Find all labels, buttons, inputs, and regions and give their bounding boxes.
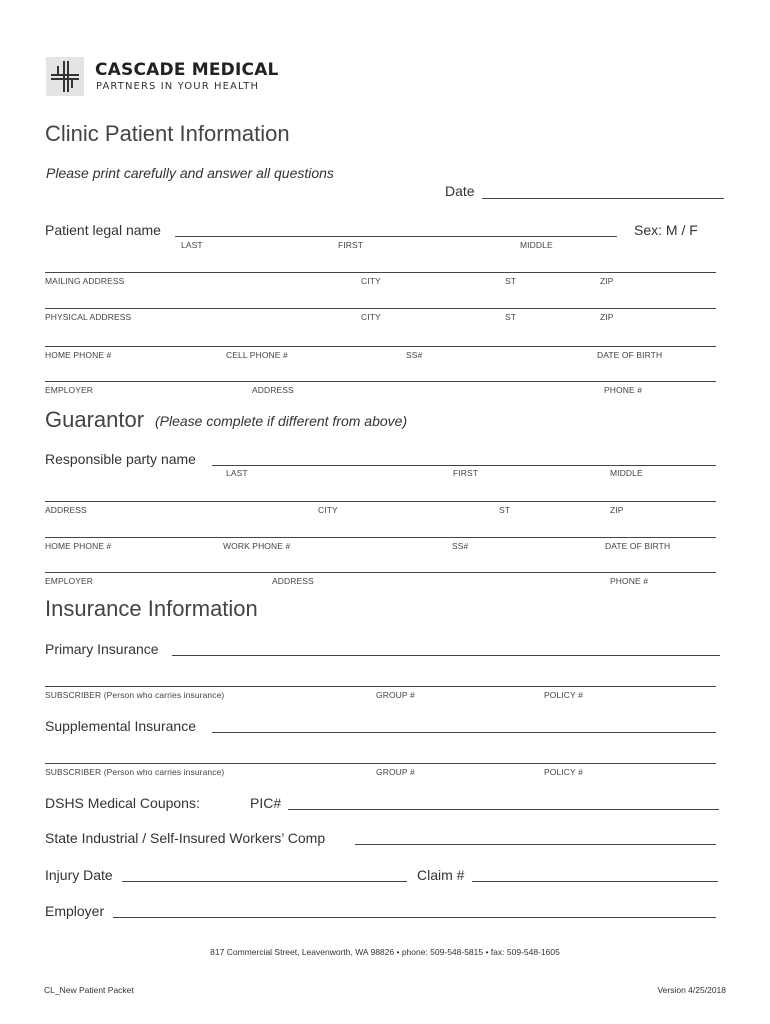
claim-field[interactable]	[472, 881, 718, 882]
cell-phone-caption: CELL PHONE #	[226, 350, 288, 360]
guarantor-middle-caption: MIDDLE	[610, 468, 643, 478]
guarantor-employer-field[interactable]	[45, 572, 716, 573]
sex-label[interactable]: Sex: M / F	[634, 222, 698, 238]
patient-employer-field[interactable]	[45, 381, 716, 382]
employer-caption: EMPLOYER	[45, 385, 94, 395]
guarantor-heading: Guarantor	[45, 407, 145, 432]
physical-st-caption: ST	[505, 312, 517, 322]
primary-policy-caption: POLICY #	[544, 690, 583, 700]
guarantor-st-caption: ST	[499, 505, 511, 515]
patient-phones-field[interactable]	[45, 346, 716, 347]
claim-label: Claim #	[417, 867, 465, 883]
guarantor-ssn-caption: SS#	[452, 541, 469, 551]
footer-address: 817 Commercial Street, Leavenworth, WA 98826 • phone: 509-548-5815 • fax: 509-548-1605	[210, 947, 560, 957]
home-phone-caption: HOME PHONE #	[45, 350, 112, 360]
physical-city-caption: CITY	[361, 312, 381, 322]
primary-subscriber-caption: SUBSCRIBER (Person who carries insurance)	[45, 690, 225, 700]
patient-middle-caption: MIDDLE	[520, 240, 553, 250]
supplemental-subscriber-caption: SUBSCRIBER (Person who carries insurance)	[45, 767, 225, 777]
patient-first-caption: FIRST	[338, 240, 364, 250]
guarantor-first-caption: FIRST	[453, 468, 479, 478]
footer-doc-name: CL_New Patient Packet	[44, 985, 134, 995]
responsible-party-field[interactable]	[212, 465, 716, 466]
patient-name-label: Patient legal name	[45, 222, 161, 238]
instructions: Please print carefully and answer all questions	[46, 165, 334, 181]
guarantor-zip-caption: ZIP	[610, 505, 624, 515]
supplemental-policy-caption: POLICY #	[544, 767, 583, 777]
mailing-address-caption: MAILING ADDRESS	[45, 276, 125, 286]
footer-version: Version 4/25/2018	[657, 985, 726, 995]
dob-caption: DATE OF BIRTH	[597, 350, 663, 360]
workers-comp-label: State Industrial / Self-Insured Workers’ Comp	[45, 830, 326, 846]
guarantor-city-caption: CITY	[318, 505, 338, 515]
ssn-caption: SS#	[406, 350, 423, 360]
patient-last-caption: LAST	[181, 240, 203, 250]
date-field[interactable]	[482, 198, 724, 199]
mailing-st-caption: ST	[505, 276, 517, 286]
guarantor-work-phone-caption: WORK PHONE #	[223, 541, 291, 551]
cascade-logo	[46, 57, 84, 96]
guarantor-note: (Please complete if different from above)	[155, 413, 408, 429]
injury-date-field[interactable]	[122, 881, 407, 882]
mailing-zip-caption: ZIP	[600, 276, 614, 286]
physical-zip-caption: ZIP	[600, 312, 614, 322]
guarantor-dob-caption: DATE OF BIRTH	[605, 541, 671, 551]
primary-insurance-field[interactable]	[172, 655, 720, 656]
pic-field[interactable]	[288, 809, 719, 810]
patient-name-field[interactable]	[175, 236, 617, 237]
dshs-label: DSHS Medical Coupons:	[45, 795, 200, 811]
supplemental-insurance-label: Supplemental Insurance	[45, 718, 196, 734]
guarantor-employer-caption: EMPLOYER	[45, 576, 94, 586]
supplemental-insurance-field[interactable]	[212, 732, 716, 733]
injury-date-label: Injury Date	[45, 867, 113, 883]
guarantor-address-caption: ADDRESS	[45, 505, 87, 515]
guarantor-last-caption: LAST	[226, 468, 248, 478]
supplemental-subscriber-field[interactable]	[45, 763, 716, 764]
guarantor-employer-phone-caption: PHONE #	[610, 576, 649, 586]
primary-subscriber-field[interactable]	[45, 686, 716, 687]
physical-address-caption: PHYSICAL ADDRESS	[45, 312, 132, 322]
page-title: Clinic Patient Information	[45, 121, 290, 146]
mailing-address-field[interactable]	[45, 272, 716, 273]
guarantor-phones-field[interactable]	[45, 537, 716, 538]
guarantor-address-field[interactable]	[45, 501, 716, 502]
date-label: Date	[445, 183, 475, 199]
primary-insurance-label: Primary Insurance	[45, 641, 159, 657]
supplemental-group-caption: GROUP #	[376, 767, 415, 777]
physical-address-field[interactable]	[45, 308, 716, 309]
employer-phone-caption: PHONE #	[604, 385, 643, 395]
primary-group-caption: GROUP #	[376, 690, 415, 700]
employer-address-caption: ADDRESS	[252, 385, 294, 395]
guarantor-home-phone-caption: HOME PHONE #	[45, 541, 112, 551]
mailing-city-caption: CITY	[361, 276, 381, 286]
guarantor-employer-address-caption: ADDRESS	[272, 576, 314, 586]
pic-label: PIC#	[250, 795, 282, 811]
insurance-heading: Insurance Information	[45, 596, 258, 621]
brand-name: CASCADE MEDICAL	[95, 60, 279, 80]
responsible-party-label: Responsible party name	[45, 451, 196, 467]
brand-tagline: PARTNERS IN YOUR HEALTH	[96, 81, 260, 92]
workers-comp-field[interactable]	[355, 844, 716, 845]
insurance-employer-label: Employer	[45, 903, 105, 919]
insurance-employer-field[interactable]	[113, 917, 716, 918]
